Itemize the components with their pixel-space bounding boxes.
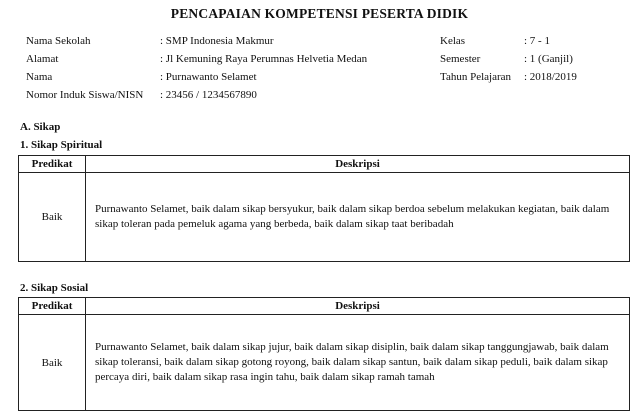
value-alamat: : Jl Kemuning Raya Perumnas Helvetia Medan [160, 53, 368, 65]
sosial-heading: 2. Sikap Sosial [20, 282, 89, 294]
sosial-col-deskripsi: Deskripsi [86, 298, 630, 315]
spiritual-table [18, 155, 630, 262]
label-kelas: Kelas [440, 35, 466, 47]
spiritual-col-deskripsi: Deskripsi [86, 156, 630, 173]
sosial-header-row [19, 298, 630, 315]
spiritual-predikat: Baik [19, 173, 86, 262]
label-nisn: Nomor Induk Siswa/NISN [26, 89, 144, 101]
sosial-data-row [19, 315, 630, 411]
spiritual-data-row [19, 173, 630, 262]
spiritual-header-row [19, 156, 630, 173]
value-semester: : 1 (Ganjil) [524, 53, 573, 65]
section-a-heading: A. Sikap [20, 121, 61, 133]
label-nama-sekolah: Nama Sekolah [26, 35, 91, 47]
sosial-deskripsi: Purnawanto Selamet, baik dalam sikap jujur, baik dalam sikap disiplin, baik dalam sikap tanggungjawab, baik dalam sikap toleransi, baik dalam sikap gotong royong, baik dalam sikap santun, baik dalam sikap peduli, baik dalam sikap percaya diri, baik dalam sikap rasa ingin tahu, baik dalam sikap ramah tamah [86, 315, 630, 411]
label-alamat: Alamat [26, 53, 59, 65]
spiritual-heading: 1. Sikap Spiritual [20, 139, 103, 151]
label-tahun-pelajaran: Tahun Pelajaran [440, 71, 512, 83]
value-nama-sekolah: : SMP Indonesia Makmur [160, 35, 274, 47]
sosial-predikat: Baik [19, 315, 86, 411]
report-title: PENCAPAIAN KOMPETENSI PESERTA DIDIK [170, 6, 469, 21]
label-nama: Nama [26, 71, 53, 83]
spiritual-deskripsi: Purnawanto Selamet, baik dalam sikap bersyukur, baik dalam sikap berdoa sebelum melakukan kegiatan, baik dalam sikap toleran pada pemeluk agama yang berbeda, baik dalam sikap taat beribadah [86, 173, 630, 262]
value-nisn: : 23456 / 1234567890 [160, 89, 257, 101]
sosial-col-predikat: Predikat [19, 298, 86, 315]
value-kelas: : 7 - 1 [524, 35, 550, 47]
label-semester: Semester [440, 53, 481, 65]
value-nama: : Purnawanto Selamet [160, 71, 257, 83]
value-tahun-pelajaran: : 2018/2019 [524, 71, 577, 83]
sosial-table [18, 297, 630, 411]
spiritual-col-predikat: Predikat [19, 156, 86, 173]
